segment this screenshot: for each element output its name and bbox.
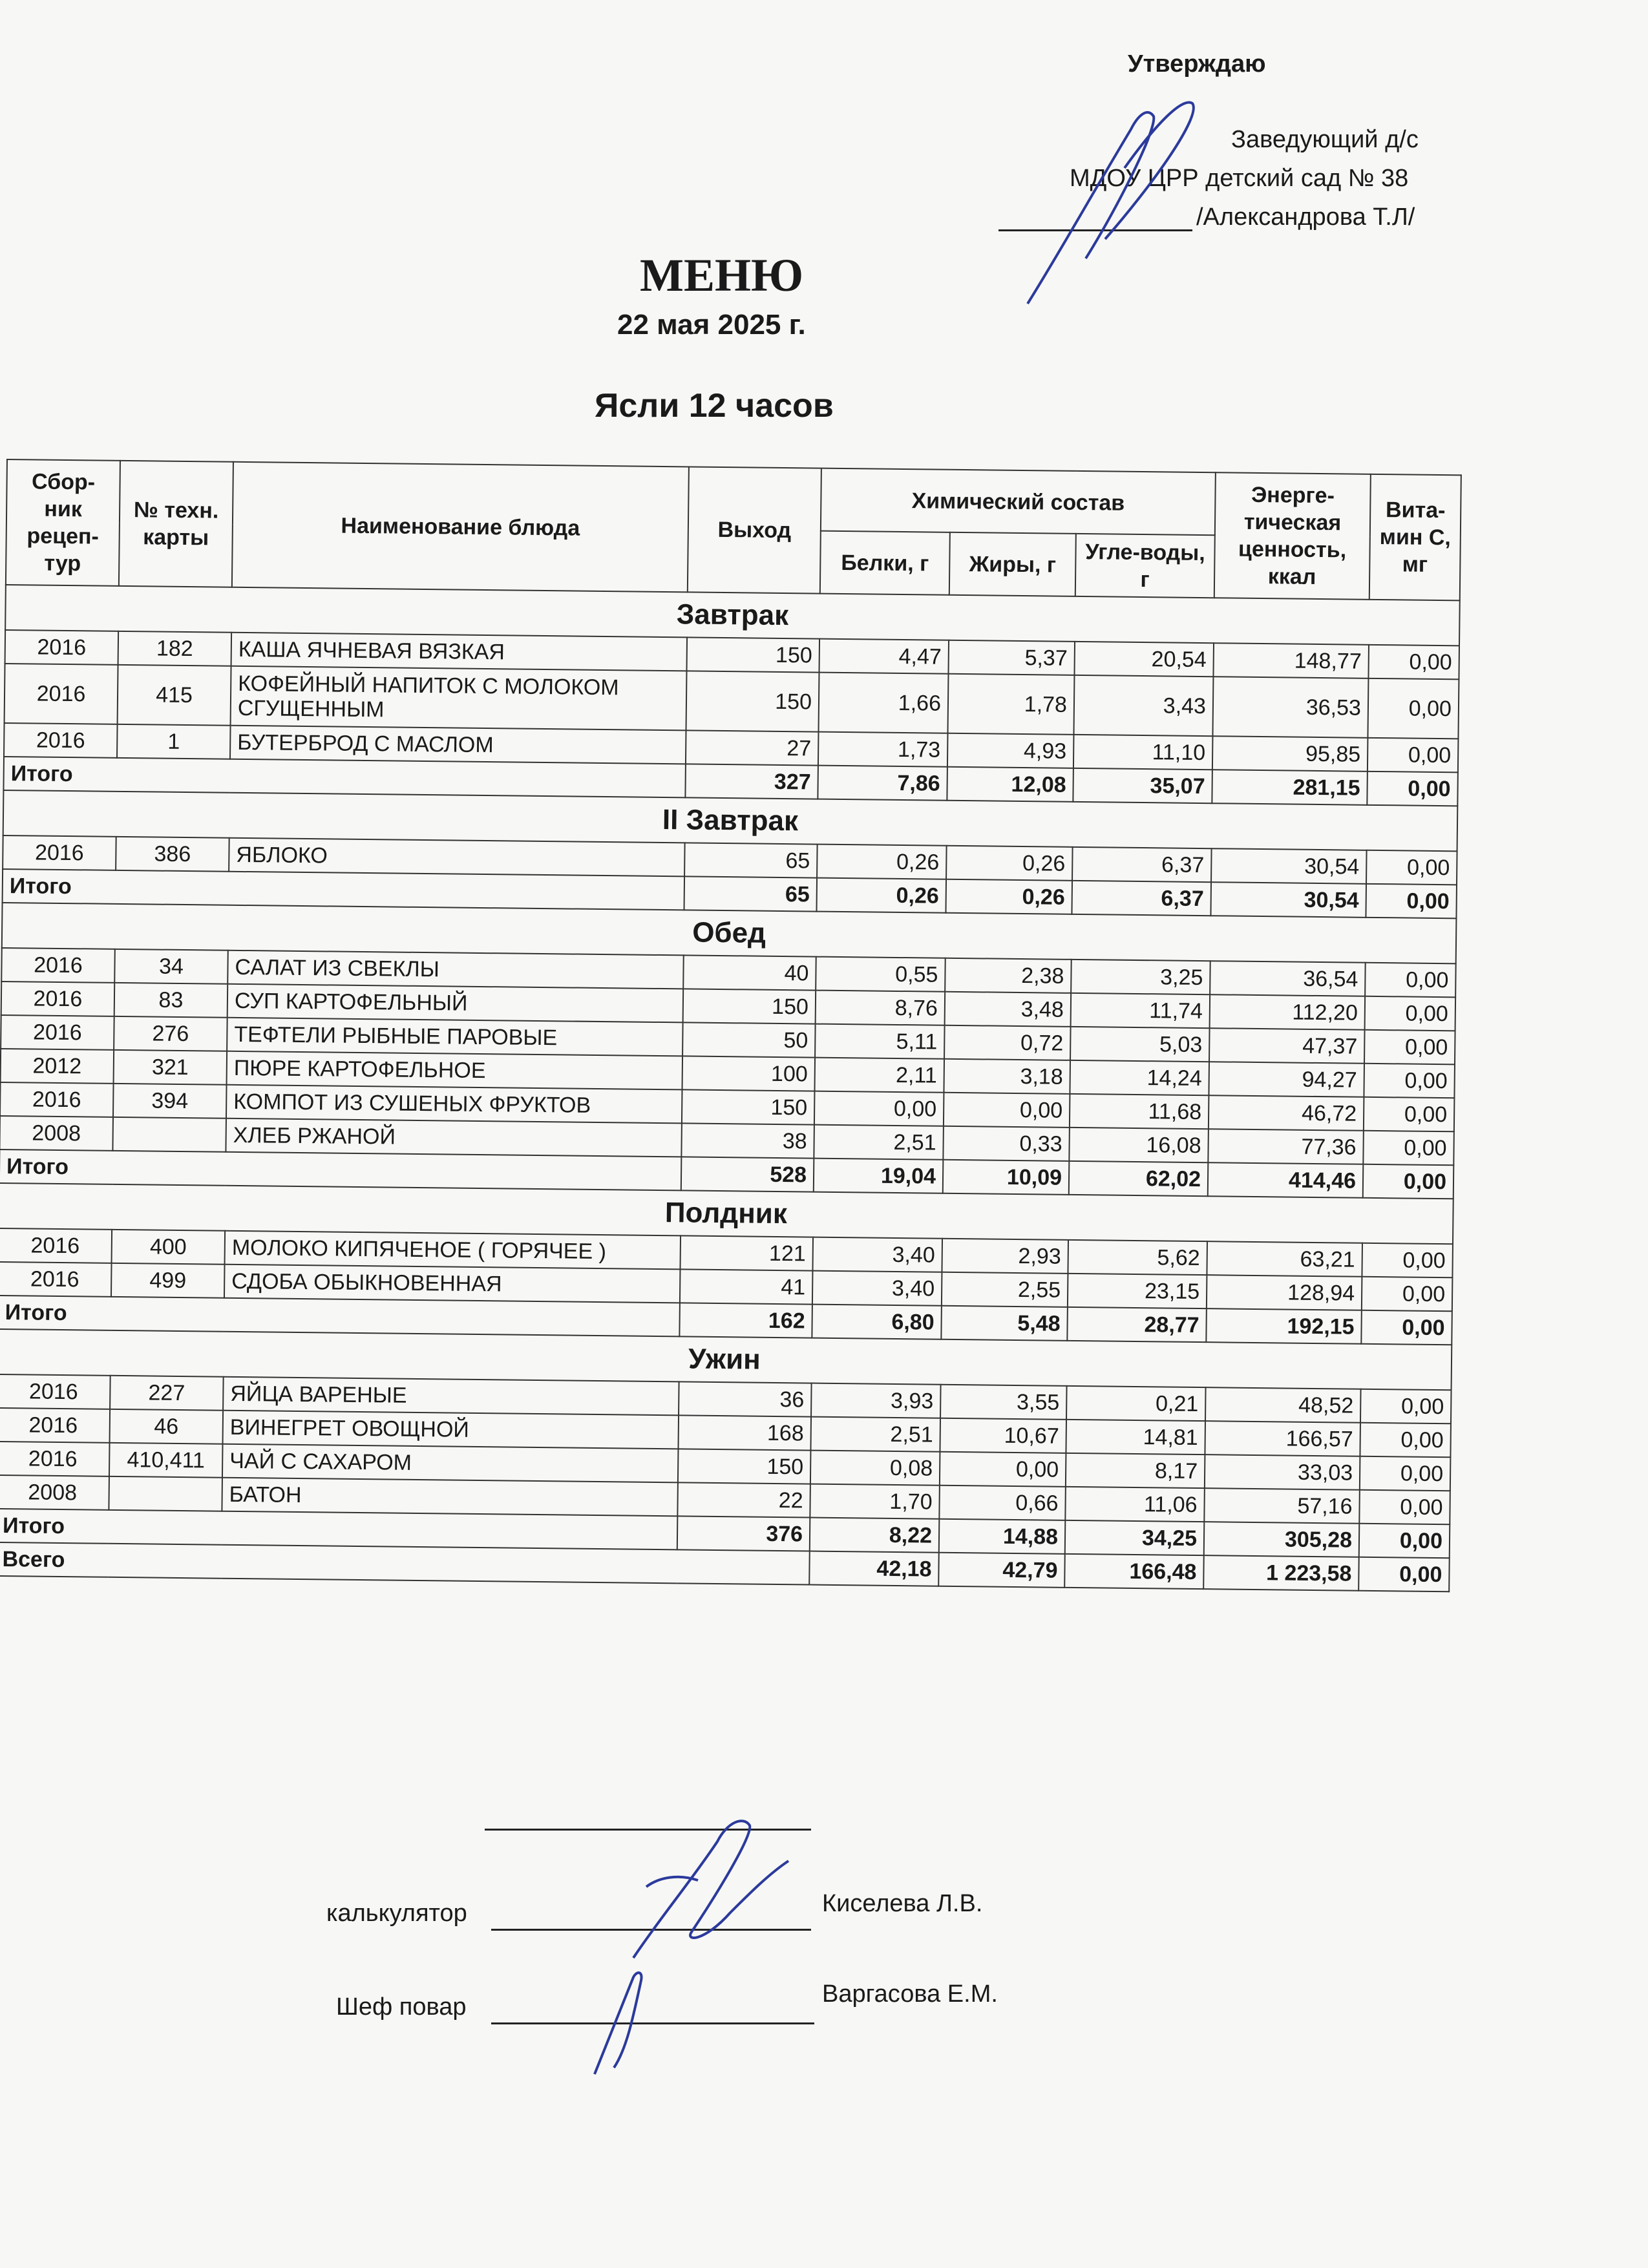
output-cell: 41 — [680, 1269, 813, 1304]
total-vitamin: 0,00 — [1366, 884, 1457, 919]
chef-name: Варгасова Е.М. — [822, 1980, 998, 2008]
vitamin-cell: 0,00 — [1368, 645, 1459, 680]
total-label: Итого — [3, 869, 685, 910]
carbs-cell: 8,17 — [1066, 1453, 1205, 1488]
vitamin-cell: 0,00 — [1364, 1064, 1455, 1098]
collection-cell: 2016 — [0, 1442, 110, 1476]
carbs-cell: 14,24 — [1070, 1060, 1209, 1095]
energy-cell: 112,20 — [1210, 994, 1366, 1030]
calculator-signature — [620, 1803, 814, 1971]
chef-label: Шеф повар — [336, 1993, 467, 2021]
vitamin-cell: 0,00 — [1360, 1456, 1451, 1491]
card-cell: 276 — [114, 1016, 227, 1051]
output-cell: 36 — [679, 1381, 812, 1416]
fats-cell: 0,00 — [944, 1093, 1070, 1128]
collection-cell: 2016 — [5, 664, 118, 724]
total-energy: 305,28 — [1204, 1522, 1360, 1557]
total-proteins: 6,80 — [812, 1305, 942, 1339]
approver-name: /Александрова Т.Л/ — [1196, 204, 1415, 231]
proteins-cell: 0,00 — [814, 1091, 944, 1126]
dish-name-cell: БАТОН — [222, 1478, 678, 1517]
dish-name-cell: КОМПОТ ИЗ СУШЕНЫХ ФРУКТОВ — [226, 1085, 682, 1124]
total-energy: 192,15 — [1206, 1308, 1362, 1344]
menu-table — [0, 459, 1462, 1592]
total-output: 528 — [681, 1157, 814, 1192]
total-fats: 14,88 — [939, 1519, 1066, 1554]
total-fats: 10,09 — [943, 1160, 1070, 1195]
collection-cell: 2016 — [5, 630, 119, 665]
vitamin-cell: 0,00 — [1368, 738, 1459, 773]
proteins-cell: 3,40 — [812, 1271, 942, 1306]
collection-cell: 2008 — [0, 1116, 113, 1151]
header-collection: Сбор-ник рецеп-тур — [6, 459, 120, 586]
vitamin-cell: 0,00 — [1364, 1097, 1455, 1132]
total-proteins: 0,26 — [816, 878, 946, 913]
carbs-cell: 11,68 — [1070, 1094, 1209, 1129]
vitamin-cell: 0,00 — [1359, 1490, 1450, 1525]
proteins-cell: 2,11 — [814, 1058, 944, 1093]
proteins-cell: 0,08 — [810, 1451, 940, 1486]
chef-signature — [569, 1951, 698, 2081]
output-cell: 168 — [678, 1415, 811, 1450]
output-cell: 150 — [678, 1449, 811, 1484]
total-proteins: 8,22 — [810, 1518, 940, 1553]
dish-name-cell: ЧАЙ С САХАРОМ — [222, 1444, 679, 1483]
dish-name-cell: БУТЕРБРОД С МАСЛОМ — [230, 726, 686, 764]
total-label: Итого — [3, 757, 686, 797]
fats-cell: 5,37 — [948, 640, 1075, 675]
total-vitamin: 0,00 — [1363, 1164, 1454, 1199]
total-output: 376 — [677, 1516, 810, 1551]
output-cell: 121 — [680, 1235, 813, 1270]
output-cell: 100 — [682, 1056, 815, 1091]
energy-cell: 63,21 — [1207, 1241, 1362, 1277]
proteins-cell: 2,51 — [814, 1125, 944, 1160]
proteins-cell: 1,66 — [819, 673, 949, 733]
collection-cell: 2016 — [0, 1408, 110, 1443]
card-cell — [109, 1476, 222, 1511]
fats-cell: 0,00 — [940, 1452, 1066, 1487]
vitamin-cell: 0,00 — [1366, 850, 1457, 885]
collection-cell: 2016 — [3, 835, 116, 870]
approver-position: Заведующий д/с — [1231, 126, 1419, 153]
menu-body — [0, 585, 1460, 1591]
card-cell: 1 — [117, 724, 231, 759]
dish-name-cell: КОФЕЙНЫЙ НАПИТОК С МОЛОКОМ СГУЩЕННЫМ — [231, 666, 687, 731]
output-cell: 150 — [686, 671, 819, 731]
vitamin-cell: 0,00 — [1364, 1030, 1455, 1065]
total-energy: 281,15 — [1212, 770, 1368, 805]
card-cell: 410,411 — [109, 1443, 223, 1478]
vitamin-cell: 0,00 — [1360, 1423, 1451, 1458]
fats-cell: 3,48 — [945, 992, 1072, 1027]
collection-cell: 2016 — [1, 982, 115, 1016]
dish-name-cell: СУП КАРТОФЕЛЬНЫЙ — [227, 984, 684, 1023]
card-cell — [112, 1117, 226, 1152]
energy-cell: 30,54 — [1211, 848, 1367, 884]
energy-cell: 166,57 — [1205, 1421, 1360, 1456]
output-cell: 22 — [677, 1482, 810, 1517]
total-fats: 12,08 — [947, 767, 1073, 802]
output-cell: 150 — [683, 989, 816, 1024]
energy-cell: 77,36 — [1208, 1129, 1364, 1164]
output-cell: 27 — [686, 730, 819, 765]
proteins-cell: 3,40 — [812, 1237, 942, 1272]
menu-date: 22 мая 2025 г. — [617, 309, 806, 341]
carbs-cell: 3,43 — [1073, 675, 1213, 736]
collection-cell: 2016 — [1, 948, 115, 983]
vitamin-cell: 0,00 — [1362, 1243, 1453, 1278]
fats-cell: 0,72 — [944, 1025, 1071, 1060]
total-output: 162 — [679, 1303, 812, 1338]
collection-cell: 2016 — [4, 723, 118, 758]
proteins-cell: 3,93 — [811, 1383, 941, 1418]
energy-cell: 36,54 — [1210, 961, 1366, 996]
proteins-cell: 8,76 — [816, 991, 945, 1025]
output-cell: 38 — [681, 1123, 814, 1158]
dish-name-cell: КАША ЯЧНЕВАЯ ВЯЗКАЯ — [231, 633, 688, 671]
carbs-cell: 20,54 — [1074, 642, 1214, 677]
energy-cell: 94,27 — [1209, 1062, 1364, 1097]
total-carbs: 6,37 — [1072, 881, 1211, 916]
total-carbs: 34,25 — [1065, 1520, 1205, 1555]
total-label: Итого — [0, 1509, 677, 1549]
card-cell: 182 — [118, 631, 232, 666]
fats-cell: 0,26 — [946, 846, 1073, 881]
dish-name-cell: ТЕФТЕЛИ РЫБНЫЕ ПАРОВЫЕ — [227, 1018, 683, 1056]
carbs-cell: 3,25 — [1071, 960, 1210, 994]
carbs-cell: 5,62 — [1068, 1240, 1207, 1275]
grand-total-fats: 42,79 — [938, 1553, 1065, 1588]
fats-cell: 2,38 — [945, 958, 1072, 993]
section-title: Полдник — [0, 1183, 1453, 1244]
carbs-cell: 23,15 — [1068, 1274, 1207, 1308]
total-vitamin: 0,00 — [1361, 1310, 1452, 1345]
vitamin-cell: 0,00 — [1360, 1389, 1452, 1424]
energy-cell: 128,94 — [1207, 1275, 1362, 1310]
total-output: 65 — [684, 876, 818, 911]
total-carbs: 62,02 — [1069, 1161, 1209, 1196]
proteins-cell: 1,73 — [818, 732, 948, 767]
vitamin-cell: 0,00 — [1365, 996, 1456, 1031]
collection-cell: 2016 — [1, 1015, 114, 1050]
proteins-cell: 0,55 — [816, 957, 945, 992]
total-carbs: 35,07 — [1073, 768, 1212, 803]
collection-cell: 2012 — [1, 1049, 114, 1084]
vitamin-cell: 0,00 — [1362, 1277, 1453, 1312]
output-cell: 50 — [682, 1022, 816, 1057]
header-fats: Жиры, г — [949, 532, 1076, 596]
energy-cell: 148,77 — [1213, 643, 1369, 678]
total-fats: 5,48 — [941, 1306, 1068, 1341]
proteins-cell: 0,26 — [817, 845, 947, 879]
dish-name-cell: ВИНЕГРЕТ ОВОЩНОЙ — [223, 1411, 679, 1449]
grand-total-proteins: 42,18 — [809, 1551, 939, 1586]
total-label: Итого — [0, 1150, 681, 1190]
total-proteins: 19,04 — [814, 1159, 944, 1193]
output-cell: 150 — [682, 1089, 815, 1124]
total-label: Итого — [0, 1296, 680, 1336]
header-card: № техн. карты — [119, 461, 233, 587]
card-cell: 83 — [114, 983, 228, 1018]
card-cell: 227 — [110, 1376, 224, 1411]
proteins-cell: 5,11 — [815, 1024, 945, 1059]
section-title: Завтрак — [5, 585, 1460, 646]
carbs-cell: 5,03 — [1070, 1027, 1210, 1062]
dish-name-cell: ПЮРЕ КАРТОФЕЛЬНОЕ — [227, 1051, 683, 1090]
calculator-name: Киселева Л.В. — [822, 1890, 983, 1917]
dish-name-cell: ЯБЛОКО — [229, 838, 685, 877]
output-cell: 150 — [687, 637, 820, 672]
collection-cell: 2016 — [0, 1082, 114, 1117]
total-fats: 0,26 — [945, 879, 1072, 914]
total-vitamin: 0,00 — [1359, 1524, 1450, 1559]
grand-total-carbs: 166,48 — [1064, 1554, 1204, 1589]
header-chem: Химический состав — [821, 468, 1216, 536]
grand-total-label: Всего — [0, 1542, 810, 1585]
proteins-cell: 1,70 — [810, 1484, 940, 1519]
vitamin-cell: 0,00 — [1363, 1131, 1454, 1166]
fats-cell: 0,66 — [939, 1486, 1066, 1520]
card-cell: 46 — [110, 1409, 224, 1444]
proteins-cell: 4,47 — [819, 639, 949, 674]
approver-signature — [1008, 90, 1215, 310]
total-energy: 30,54 — [1210, 882, 1366, 918]
fats-cell: 2,55 — [942, 1272, 1068, 1307]
output-cell: 40 — [683, 955, 816, 990]
card-cell: 400 — [112, 1230, 226, 1265]
carbs-cell: 11,74 — [1071, 993, 1210, 1028]
dish-name-cell: САЛАТ ИЗ СВЕКЛЫ — [227, 950, 684, 989]
fats-cell: 1,78 — [947, 674, 1074, 735]
total-output: 327 — [685, 764, 818, 799]
header-carbs: Угле-воды, г — [1075, 534, 1215, 598]
fats-cell: 3,55 — [940, 1385, 1067, 1420]
card-cell: 386 — [116, 837, 229, 872]
carbs-cell: 14,81 — [1066, 1420, 1205, 1454]
card-cell: 34 — [114, 949, 228, 984]
menu-table-container — [0, 459, 1461, 1592]
approver-organization: МДОУ ЦРР детский сад № 38 — [1070, 165, 1409, 192]
card-cell: 415 — [118, 665, 231, 726]
fats-cell: 0,33 — [943, 1126, 1070, 1161]
section-title: Ужин — [0, 1329, 1452, 1390]
section-title: Обед — [2, 903, 1457, 963]
energy-cell: 46,72 — [1209, 1095, 1364, 1131]
energy-cell: 33,03 — [1205, 1454, 1360, 1490]
energy-cell: 48,52 — [1205, 1387, 1361, 1423]
collection-cell: 2008 — [0, 1475, 109, 1510]
collection-cell: 2016 — [0, 1262, 112, 1297]
card-cell: 394 — [113, 1084, 227, 1118]
carbs-cell: 16,08 — [1069, 1128, 1209, 1162]
total-vitamin: 0,00 — [1367, 772, 1458, 806]
dish-name-cell: СДОБА ОБЫКНОВЕННАЯ — [224, 1265, 681, 1303]
fats-cell: 2,93 — [942, 1239, 1068, 1274]
calculator-label: калькулятор — [326, 1900, 467, 1927]
dish-name-cell: ЯЙЦА ВАРЕНЫЕ — [223, 1377, 679, 1416]
collection-cell: 2016 — [0, 1374, 111, 1409]
energy-cell: 57,16 — [1204, 1488, 1360, 1524]
vitamin-cell: 0,00 — [1368, 678, 1459, 739]
header-energy: Энерге-тическая ценность, ккал — [1214, 472, 1371, 600]
header-output: Выход — [688, 467, 821, 593]
grand-total-vitamin: 0,00 — [1358, 1557, 1450, 1592]
carbs-cell: 11,06 — [1065, 1487, 1205, 1522]
energy-cell: 47,37 — [1209, 1028, 1365, 1064]
approve-label: Утверждаю — [1128, 50, 1266, 78]
grand-total-energy: 1 223,58 — [1203, 1555, 1359, 1591]
header-vitamin: Вита-мин С, мг — [1369, 474, 1461, 601]
card-cell: 499 — [111, 1263, 225, 1298]
dish-name-cell: МОЛОКО КИПЯЧЕНОЕ ( ГОРЯЧЕЕ ) — [225, 1231, 681, 1270]
carbs-cell: 11,10 — [1073, 735, 1213, 770]
page-title: МЕНЮ — [640, 249, 804, 301]
carbs-cell: 6,37 — [1072, 847, 1212, 882]
total-carbs: 28,77 — [1067, 1307, 1207, 1342]
energy-cell: 95,85 — [1212, 736, 1368, 772]
output-cell: 65 — [684, 843, 818, 877]
collection-cell: 2016 — [0, 1228, 112, 1263]
dish-name-cell: ХЛЕБ РЖАНОЙ — [226, 1118, 682, 1157]
fats-cell: 10,67 — [940, 1418, 1066, 1453]
fats-cell: 3,18 — [944, 1059, 1070, 1094]
total-energy: 414,46 — [1208, 1162, 1364, 1198]
fats-cell: 4,93 — [947, 733, 1074, 768]
energy-cell: 36,53 — [1212, 677, 1368, 738]
carbs-cell: 0,21 — [1066, 1386, 1206, 1421]
vitamin-cell: 0,00 — [1365, 963, 1456, 998]
header-dish: Наименование блюда — [232, 462, 689, 593]
card-cell: 321 — [114, 1050, 227, 1085]
group-name: Ясли 12 часов — [595, 387, 834, 425]
proteins-cell: 2,51 — [810, 1417, 940, 1452]
header-row — [6, 459, 1461, 538]
header-proteins: Белки, г — [820, 531, 950, 595]
section-title: II Завтрак — [3, 790, 1458, 851]
total-proteins: 7,86 — [818, 766, 947, 801]
